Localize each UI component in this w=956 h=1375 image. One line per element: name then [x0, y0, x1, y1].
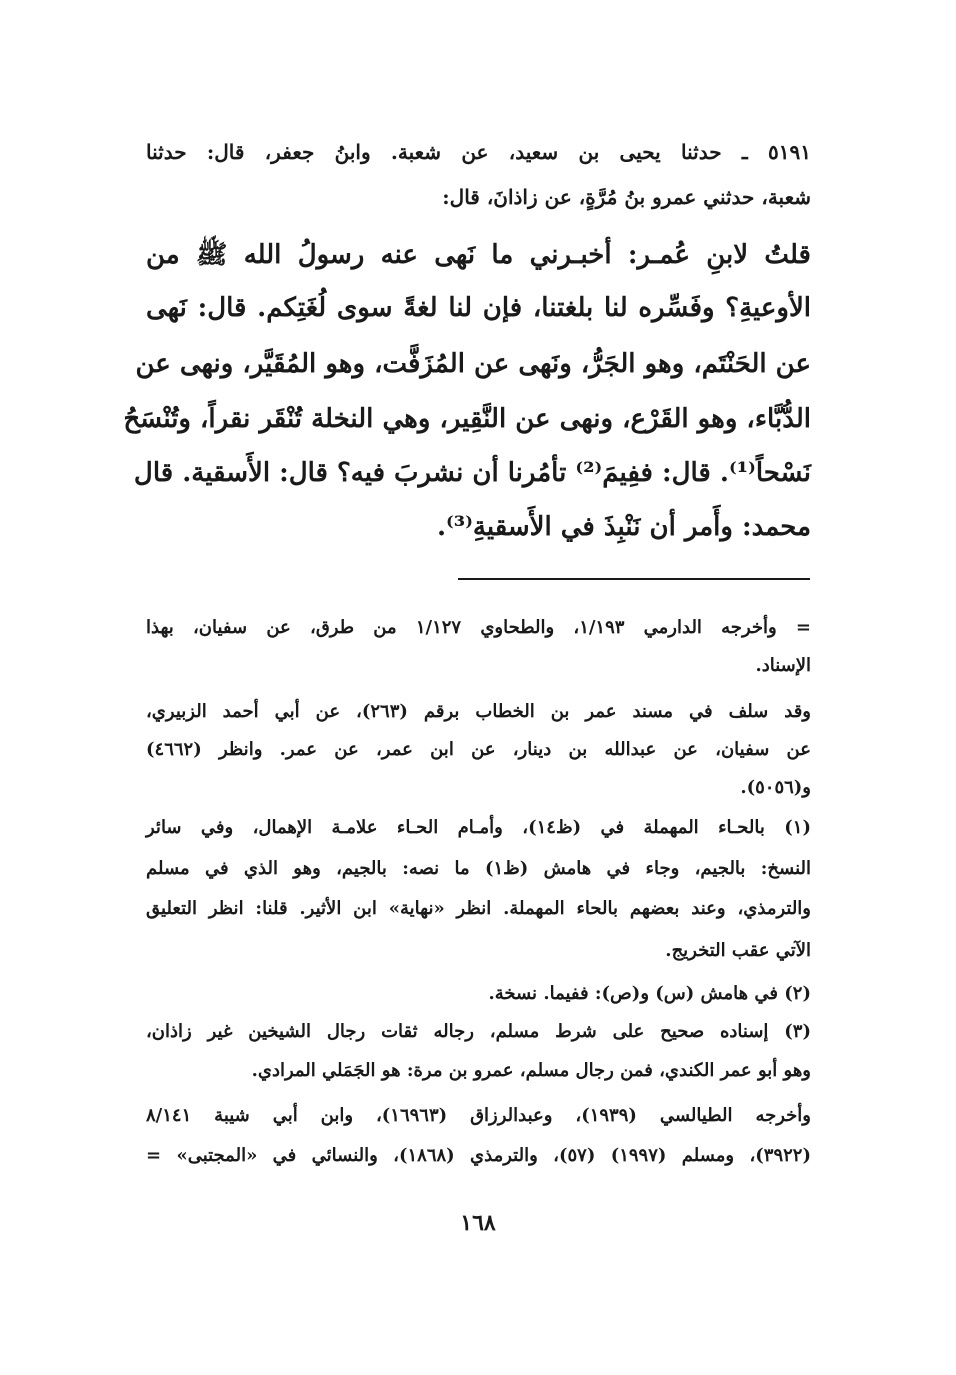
hadith-text-line-6: محمد: وأَمر أن نَنْبِذَ في الأَسقيةِ⁽³⁾. [437, 512, 811, 542]
footnote-line-5: و(٥٠٥٦). [740, 777, 811, 798]
footnote-line-13: وأخرجه الطيالسي (١٩٣٩)، وعبدالرزاق (١٦٩٦٣)، وابن أبي شيبة ٨/١٤١ [146, 1105, 811, 1126]
footnote-line-9: الآتي عقب التخريج. [665, 940, 811, 961]
footnote-line-8: والترمذي، وعند بعضهم بالحاء المهملة. انظر «نهاية» ابن الأثير. قلنا: انظر التعليق [146, 898, 811, 919]
page-number: ١٦٨ [460, 1210, 496, 1236]
hadith-text-line-3: عن الحَنْتَم، وهو الجَرُّ، ونَهى عن المُزَفَّت، وهو المُقَيَّر، ونهى عن [135, 349, 811, 379]
footnote-line-12: وهو أبو عمر الكندي، فمن رجال مسلم، عمرو بن مرة: هو الجَمَلي المرادي. [251, 1060, 811, 1081]
hadith-text-line-4: الدُّبَّاء، وهو القَرْع، ونهى عن النَّقِير، وهي النخلة تُنْقَر نقراً، وتُنْسَحُ [123, 404, 811, 434]
hadith-text-line-5: نَسْحاً⁽¹⁾. قال: ففِيمَ⁽²⁾ تأمُرنا أن نشربَ فيه؟ قال: الأَسقية. قال [133, 458, 811, 488]
hadith-text-line-2: الأوعيةِ؟ وفَسِّره لنا بلغتنا، فإن لنا لغةً سوى لُغَتِكم. قال: نَهى [146, 293, 811, 323]
footnote-line-11: (٣) إسناده صحيح على شرط مسلم، رجاله ثقات رجال الشيخين غير زاذان، [146, 1021, 811, 1042]
footnote-line-14: (٣٩٢٢)، ومسلم (١٩٩٧) (٥٧)، والترمذي (١٨٦٨)، والنسائي في «المجتبى» = [146, 1145, 811, 1166]
footnote-line-1: = وأخرجه الدارمي ١/١٩٣، والطحاوي ١/١٢٧ من طرق، عن سفيان، بهذا [146, 617, 811, 638]
footnote-line-10: (٢) في هامش (س) و(ص): ففيما. نسخة. [488, 983, 811, 1004]
footnote-line-6: (١) بالحـاء المهملة في (ظ١٤)، وأمـام الحـاء علامـة الإهمال، وفي سائر [146, 817, 811, 838]
hadith-intro-line-2: شعبة، حدثني عمرو بنُ مُرَّةٍ، عن زاذانَ، قال: [442, 185, 811, 209]
footnote-line-4: عن سفيان، عن عبدالله بن دينار، عن ابن عمر، عن عمر. وانظر (٤٦٦٢) [146, 739, 811, 760]
hadith-intro-line-1: ٥١٩١ ـ حدثنا يحيى بن سعيد، عن شعبة. وابنُ جعفر، قال: حدثنا [146, 140, 811, 164]
footnote-line-7: النسخ: بالجيم، وجاء في هامش (ظ١) ما نصه: بالجيم، وهو الذي في مسلم [146, 858, 811, 879]
footnote-line-3: وقد سلف في مسند عمر بن الخطاب برقم (٢٦٣)، عن أبي أحمد الزبيري، [146, 701, 811, 722]
footnote-line-2: الإسناد. [755, 655, 811, 676]
hadith-text-line-1: قلتُ لابنِ عُمـر: أخبـرني ما نَهى عنه رسولُ الله ﷺ من [146, 240, 811, 270]
footnote-separator [458, 578, 810, 580]
